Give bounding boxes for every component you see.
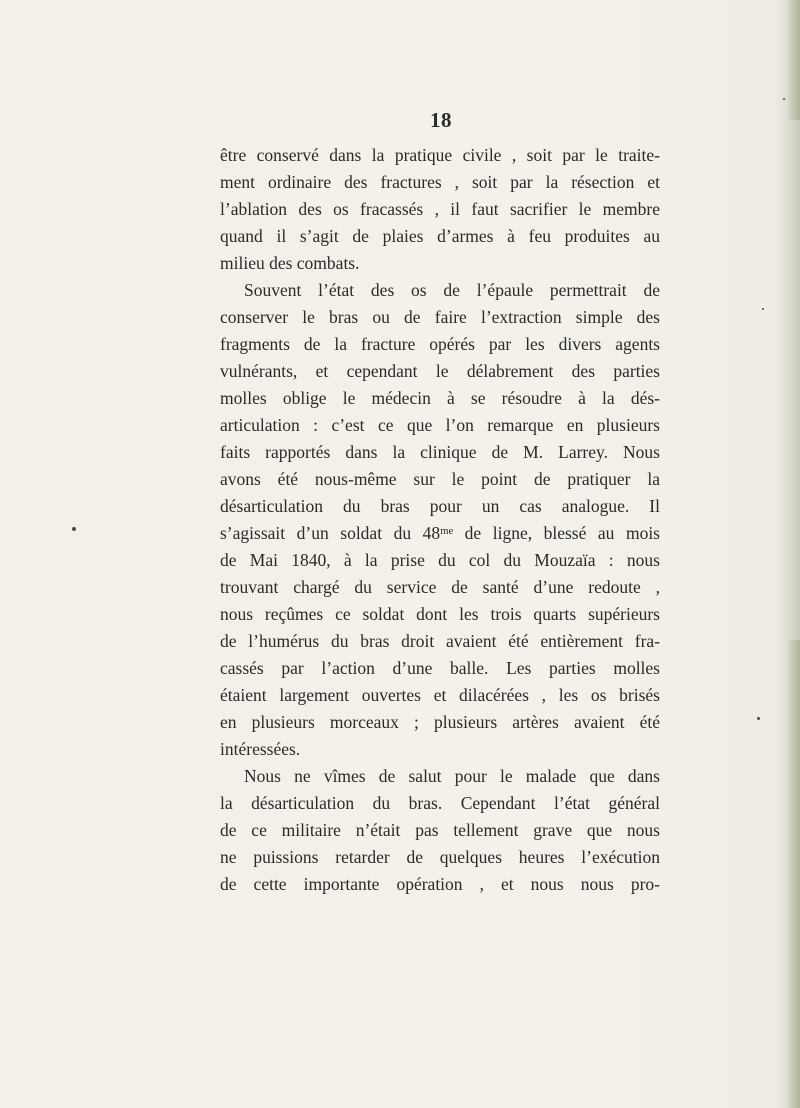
text-line: de ce militaire n’était pas tellement grave que nous <box>220 820 660 840</box>
page-edge-stain <box>786 640 800 1108</box>
text-line: étaient largement ouvertes et dilacérées , les os brisés <box>220 685 660 705</box>
text-line: fragments de la fracture opérés par les divers agents <box>220 334 660 354</box>
text-line: cassés par l’action d’une balle. Les parties molles <box>220 658 660 678</box>
ink-speck <box>757 717 760 720</box>
ink-speck <box>72 527 76 531</box>
text-line: avons été nous-même sur le point de pratiquer la <box>220 469 660 489</box>
text-line: de cette importante opération , et nous nous pro- <box>220 874 660 894</box>
text-line: trouvant chargé du service de santé d’une redoute , <box>220 577 660 597</box>
text-line: être conservé dans la pratique civile , soit par le traite- <box>220 145 660 165</box>
text-line: s’agissait d’un soldat du 48ᵐᵉ de ligne, blessé au mois <box>220 523 660 543</box>
text-line: ment ordinaire des fractures , soit par la résection et <box>220 172 660 192</box>
text-line: Souvent l’état des os de l’épaule permettrait de <box>244 280 660 300</box>
text-line: vulnérants, et cependant le délabrement des parties <box>220 361 660 381</box>
text-line: quand il s’agit de plaies d’armes à feu produites au <box>220 226 660 246</box>
text-line: l’ablation des os fracassés , il faut sacrifier le membre <box>220 199 660 219</box>
text-line: Nous ne vîmes de salut pour le malade que dans <box>244 766 660 786</box>
text-line: molles oblige le médecin à se résoudre à la dés- <box>220 388 660 408</box>
text-line: milieu des combats. <box>220 253 360 273</box>
text-line: désarticulation du bras pour un cas analogue. Il <box>220 496 660 516</box>
text-line: conserver le bras ou de faire l’extraction simple des <box>220 307 660 327</box>
ink-speck <box>783 98 785 100</box>
text-line: faits rapportés dans la clinique de M. Larrey. Nous <box>220 442 660 462</box>
text-line: en plusieurs morceaux ; plusieurs artères avaient été <box>220 712 660 732</box>
text-line: intéressées. <box>220 739 301 759</box>
page-edge-stain <box>786 0 800 120</box>
text-line: la désarticulation du bras. Cependant l’état général <box>220 793 660 813</box>
text-line: nous reçûmes ce soldat dont les trois quarts supérieurs <box>220 604 660 624</box>
text-line: ne puissions retarder de quelques heures l’exécution <box>220 847 660 867</box>
text-line: de Mai 1840, à la prise du col du Mouzaïa : nous <box>220 550 660 570</box>
ink-speck <box>762 308 764 310</box>
page-number: 18 <box>430 108 452 132</box>
text-line: articulation : c’est ce que l’on remarque en plusieurs <box>220 415 660 435</box>
text-line: de l’humérus du bras droit avaient été entièrement fra- <box>220 631 660 651</box>
